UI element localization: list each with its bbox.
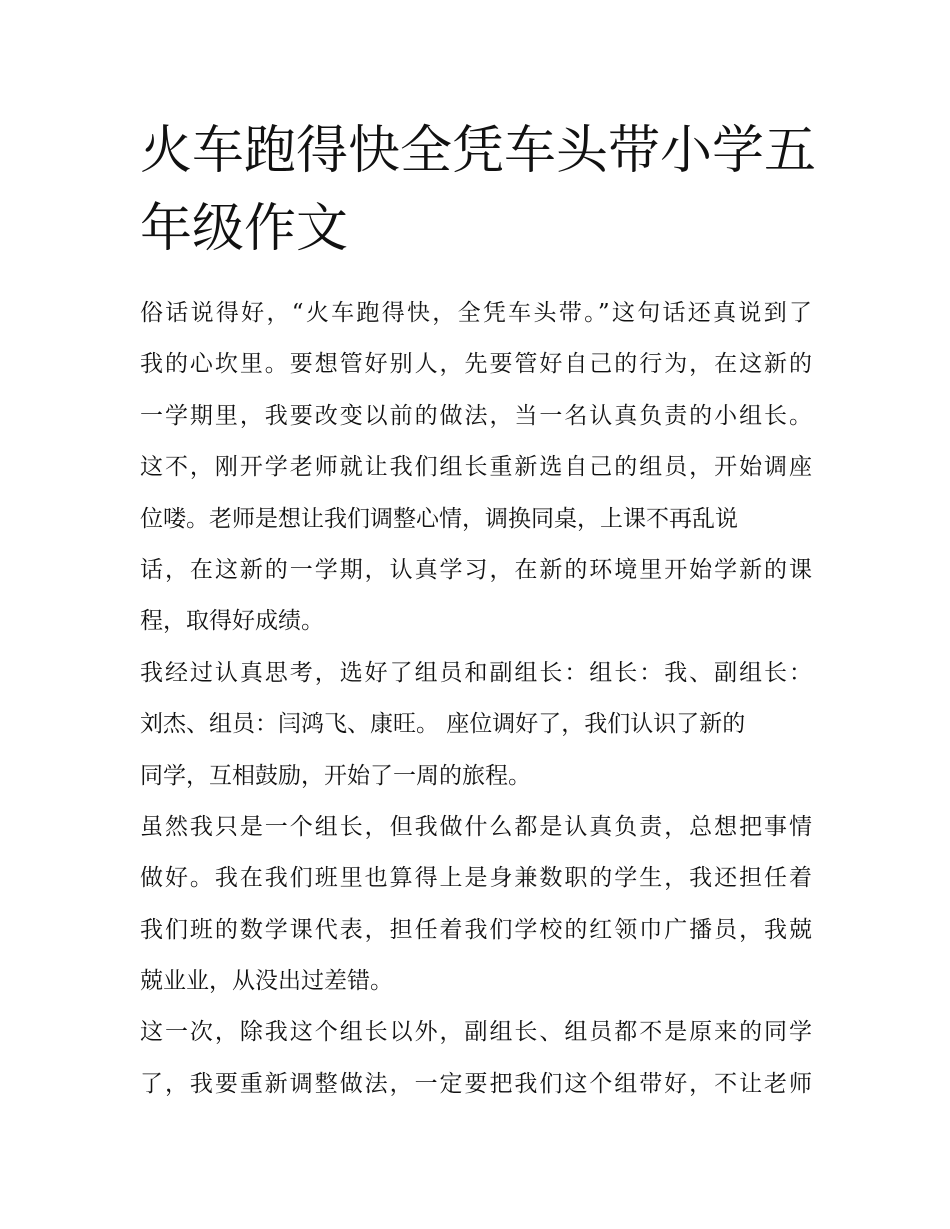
document-body <box>140 288 812 1110</box>
paragraph-line: 一学期里，我要改变以前的做法，当一名认真负责的小组长。 <box>140 402 812 429</box>
paragraph-line: 话，在这新的一学期，认真学习，在新的环境里开始学新的课 <box>140 556 812 583</box>
paragraph-line: 这一次，除我这个组长以外，副组长、组员都不是原来的同学 <box>140 1019 812 1046</box>
title-line: 火车跑得快全凭车头带小学五 <box>140 121 817 181</box>
paragraph-line: 位喽。老师是想让我们调整心情，调换同桌，上课不再乱说 <box>140 505 738 532</box>
paragraph-line: 这不，刚开学老师就让我们组长重新选自己的组员，开始调座 <box>140 454 812 481</box>
paragraph-line: 我经过认真思考，选好了组员和副组长：组长：我、副组长： <box>140 659 812 686</box>
title-line: 年级作文 <box>140 199 349 259</box>
paragraph-line: 程，取得好成绩。 <box>140 608 324 635</box>
document-title <box>140 112 817 268</box>
paragraph-line: 做好。我在我们班里也算得上是身兼数职的学生，我还担任着 <box>140 865 812 892</box>
paragraph-line: 我的心坎里。要想管好别人，先要管好自己的行为，在这新的 <box>140 351 812 378</box>
paragraph-line: 俗话说得好，“火车跑得快，全凭车头带。”这句话还真说到了 <box>140 300 812 326</box>
paragraph-line: 虽然我只是一个组长，但我做什么都是认真负责，总想把事情 <box>140 813 812 840</box>
paragraph-line: 兢业业，从没出过差错。 <box>140 968 393 995</box>
paragraph-line: 同学，互相鼓励，开始了一周的旅程。 <box>140 762 531 789</box>
paragraph-line: 了，我要重新调整做法，一定要把我们这个组带好，不让老师 <box>140 1070 812 1097</box>
paragraph-line: 刘杰、组员：闫鸿飞、康旺。 座位调好了，我们认识了新的 <box>140 711 746 738</box>
document-content <box>140 112 817 1110</box>
paragraph-line: 我们班的数学课代表，担任着我们学校的红领巾广播员，我兢 <box>140 916 812 943</box>
